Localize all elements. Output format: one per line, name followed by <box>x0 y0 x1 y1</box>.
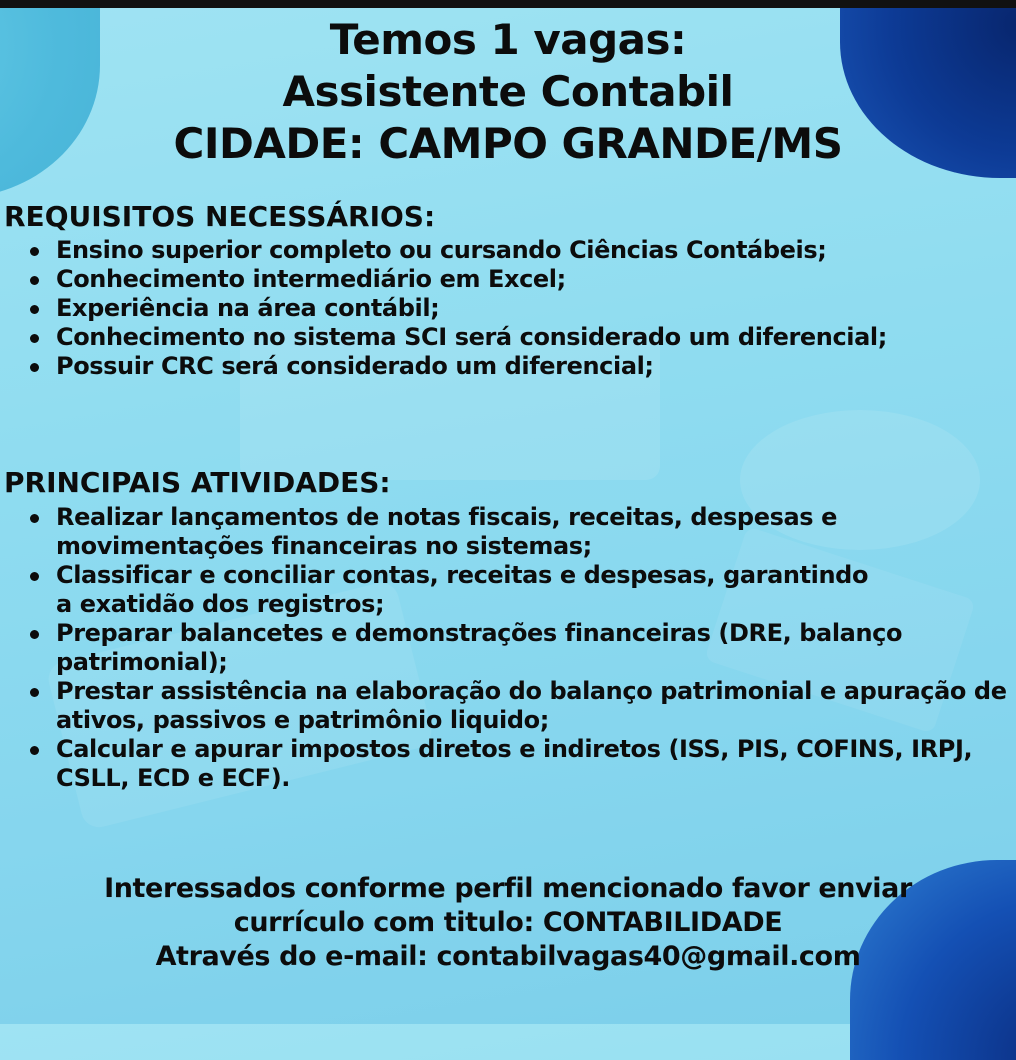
requirements-heading: REQUISITOS NECESSÁRIOS: <box>4 200 436 233</box>
requirement-item: Experiência na área contábil; <box>24 294 1009 323</box>
activity-item: Calcular e apurar impostos diretos e indiretos (ISS, PIS, COFINS, IRPJ, CSLL, ECD e ECF). <box>24 735 986 793</box>
activity-item: Realizar lançamentos de notas fiscais, receitas, despesas e movimentações financeiras no sistemas; <box>24 503 1009 561</box>
contact-instructions: Interessados conforme perfil mencionado favor enviar <box>104 873 912 904</box>
requirement-item: Conhecimento intermediário em Excel; <box>24 265 1009 294</box>
city-line: CIDADE: CAMPO GRANDE/MS <box>173 119 843 168</box>
job-title <box>0 14 1016 170</box>
requirement-item: Conhecimento no sistema SCI será considerado um diferencial; <box>24 323 896 352</box>
contact-info <box>0 872 1016 974</box>
activity-item: Preparar balancetes e demonstrações financeiras (DRE, balanço patrimonial); <box>24 619 986 677</box>
activities-list <box>24 503 1009 793</box>
vacancy-count-line: Temos 1 vagas: <box>329 15 687 64</box>
activities-heading: PRINCIPAIS ATIVIDADES: <box>4 466 391 499</box>
requirement-item: Possuir CRC será considerado um diferencial; <box>24 352 1009 381</box>
position-line: Assistente Contabil <box>282 67 734 116</box>
activity-item: Classificar e conciliar contas, receitas e despesas, garantindo a exatidão dos registros; <box>24 561 886 619</box>
requirements-list <box>24 236 1009 381</box>
contact-subject: currículo com titulo: CONTABILIDADE <box>233 907 783 938</box>
contact-email: Através do e-mail: contabilvagas40@gmail.com <box>155 941 861 972</box>
requirement-item: Ensino superior completo ou cursando Ciências Contábeis; <box>24 236 1009 265</box>
activity-item: Prestar assistência na elaboração do balanço patrimonial e apuração de ativos, passivos e patrimônio liquido; <box>24 677 1009 735</box>
